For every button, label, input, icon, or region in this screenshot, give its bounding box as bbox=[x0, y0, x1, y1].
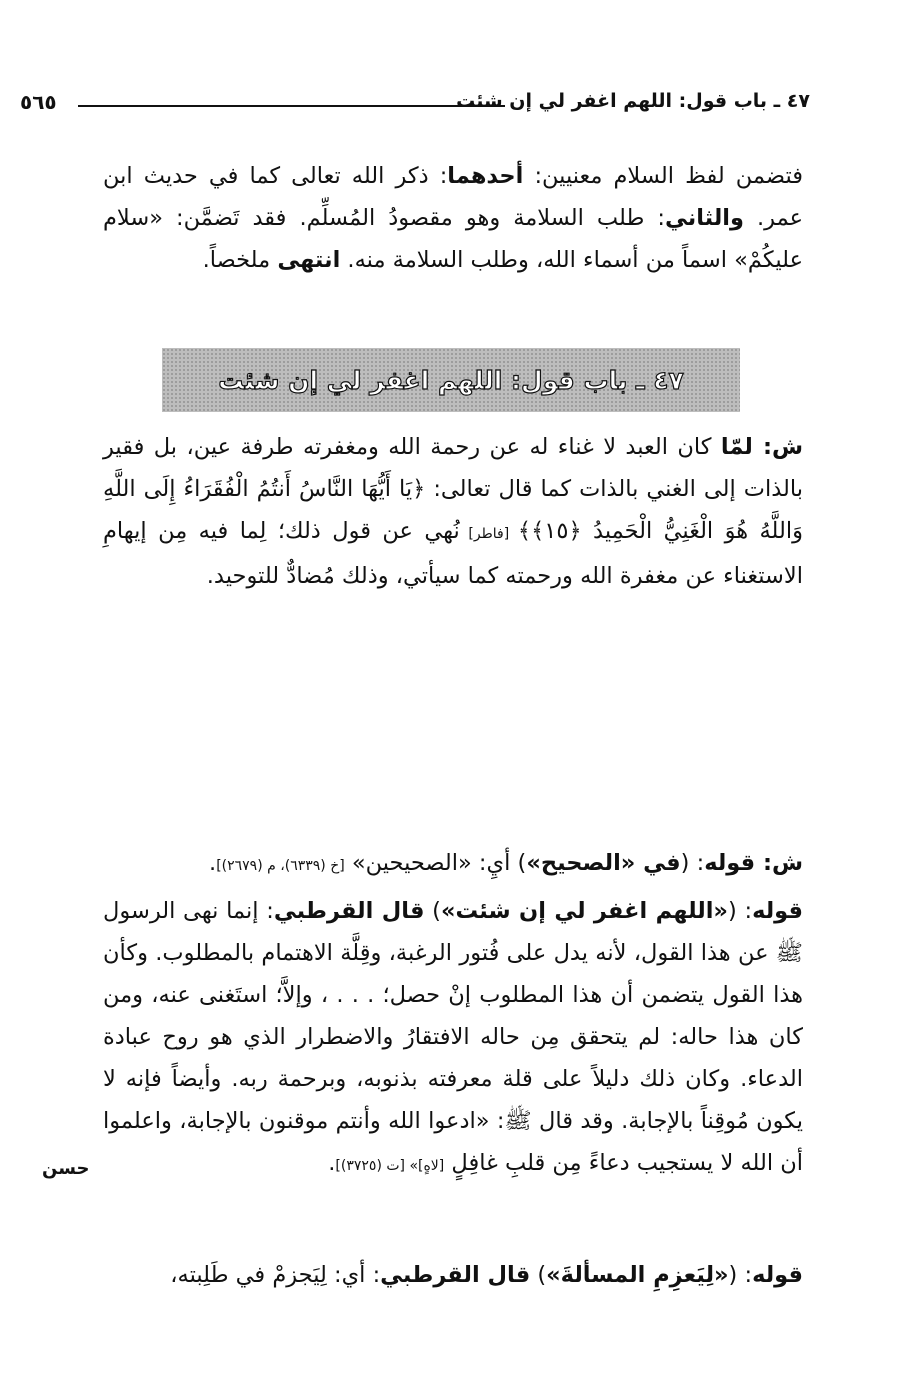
qurtubi1-text-3: : إنما نهى الرسول ﷺ عن هذا القول، لأنه يدل على فُتور الرغبة، وقِلَّة الاهتمام بالمطلوب. وكأن هذا القول يتضمن أن هذا المطلوب إنْ حصل؛ . . . ، وإلاَّ؛ استَغنى عنه، ومن كان هذا حاله: لم يتحقق مِن حاله الافتقارُ والاضطرار الذي هو روح عبادة الدعاء. وكان ذلك دليلاً على قلة معرفته بذنوبه، وبرحمة ربه. وأيضاً فإنه لا يكون مُوقِناً بالإجابة. وقد قال ﷺ: «ادعوا الله وأنتم موقنون بالإجابة، واعلموا أن الله لا يستجيب دعاءً مِن قلبِ غافِلٍ bbox=[103, 898, 803, 1176]
source-reference: [خ (٦٣٣٩)، م (٢٦٧٩)] bbox=[216, 858, 345, 874]
qurtubi2-bold-2: «لِيَعزِمِ المسألةَ» bbox=[546, 1262, 729, 1288]
hadith-reference: [لاهٍ]» [ت (٣٧٢٥)] bbox=[335, 1158, 445, 1174]
source-bold-2: في «الصحيح» bbox=[526, 850, 681, 876]
commentary-paragraph bbox=[103, 426, 803, 597]
qurtubi2-bold-1: قوله bbox=[752, 1262, 803, 1288]
commentary-bold-1: ش: لمّا bbox=[720, 434, 803, 460]
intro-bold-1: أحدهما bbox=[447, 163, 524, 189]
intro-bold-3: انتهى bbox=[277, 247, 341, 273]
header-rule bbox=[78, 105, 505, 107]
intro-paragraph bbox=[103, 155, 803, 281]
qurtubi2-text-2: ) bbox=[530, 1262, 547, 1288]
intro-bold-2: والثاني bbox=[664, 205, 744, 231]
running-header bbox=[20, 88, 810, 124]
qurtubi1-bold-2: «اللهم اغفر لي إن شئت» bbox=[440, 898, 728, 924]
qurtubi1-text-2: ) bbox=[424, 898, 441, 924]
page-number: ٥٦٥ bbox=[20, 90, 57, 114]
source-text-1: : ( bbox=[680, 850, 705, 876]
qurtubi2-text-1: : ( bbox=[728, 1262, 753, 1288]
chapter-banner bbox=[162, 348, 740, 412]
qurtubi-paragraph-1 bbox=[103, 890, 803, 1187]
margin-grade-note: حسن bbox=[42, 1158, 90, 1179]
intro-text-1: فتضمن لفظ السلام معنيين: bbox=[523, 163, 803, 189]
intro-text-2: : ذكر الله تعالى كما في حديث ابن عمر. bbox=[103, 163, 803, 231]
qurtubi1-bold-3: قال القرطبي bbox=[273, 898, 425, 924]
commentary-text-1: كان العبد لا غناء له عن رحمة الله ومغفرته طرفة عين، بل فقير بالذات إلى الغني بالذات كما قال تعالى: bbox=[103, 434, 804, 502]
qurtubi2-bold-3: قال القرطبي bbox=[380, 1262, 531, 1288]
intro-text-4: ملخصاً. bbox=[202, 247, 278, 273]
qurtubi1-text-1: : ( bbox=[727, 898, 753, 924]
verse-reference: [فاطر] bbox=[459, 526, 518, 542]
intro-text-3: : طلب السلامة وهو مقصودُ المُسلِّم. فقد تَضمَّن: «سلام عليكُمْ» اسماً من أسماء الله، وطلب السلامة منه. bbox=[103, 205, 803, 273]
qurtubi1-bold-1: قوله bbox=[752, 898, 803, 924]
qurtubi1-text-4: . bbox=[328, 1150, 336, 1176]
chapter-title: ٤٧ ـ باب قول: اللهم اغفر لي إن شئت bbox=[218, 365, 684, 395]
source-line bbox=[103, 842, 803, 887]
commentary-text-2: نُهي عن قول ذلك؛ لِما فيه مِن إيهامِ الاستغناء عن مغفرة الله ورحمته كما سيأتي، وذلك مُضادٌّ للتوحيد. bbox=[103, 518, 803, 589]
source-text-2: ) أيِ: «الصحيحين» bbox=[344, 850, 527, 876]
quran-verse: ﴿يَا أَيُّهَا النَّاسُ أَنتُمُ الْفُقَرَاءُ إِلَى اللَّهِ وَاللَّهُ هُوَ الْغَنِيُّ الْحَمِيدُ ﴿١٥﴾﴾ bbox=[103, 476, 803, 544]
qurtubi2-text-3: : أي: لِيَجزمْ في طَلِبته، bbox=[170, 1262, 381, 1288]
header-title: ٤٧ ـ باب قول: اللهم اغفر لي إن شئت bbox=[456, 90, 810, 112]
source-bold-1: ش: قوله bbox=[704, 850, 803, 876]
source-text-3: . bbox=[209, 850, 217, 876]
qurtubi-paragraph-2 bbox=[103, 1254, 803, 1296]
